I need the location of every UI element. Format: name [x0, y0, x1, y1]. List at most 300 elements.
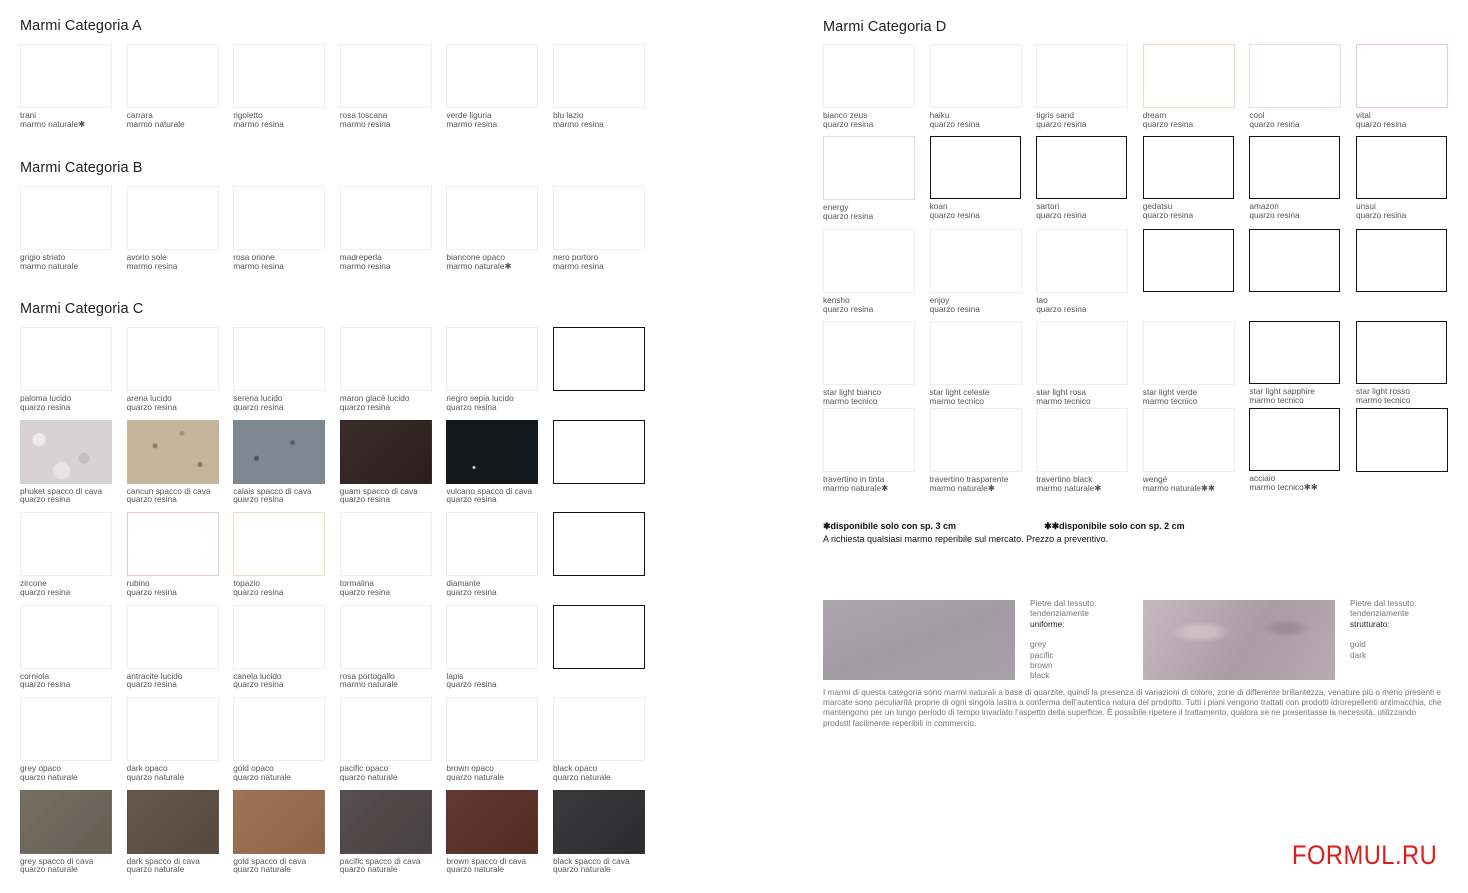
- swatch-type: quarzo resina: [929, 303, 980, 314]
- swatch-name: biancone opaco: [446, 252, 505, 262]
- swatch-vulcano-spacco-di-cava[interactable]: [446, 420, 538, 504]
- swatch-guam-spacco-di-cava[interactable]: [340, 420, 432, 504]
- uniform-line1: Pietre dal tessuto: [1030, 598, 1095, 608]
- swatch-name: gedatsu: [1142, 201, 1173, 211]
- swatch-sartori[interactable]: [1036, 136, 1128, 219]
- swatch-caption: [127, 857, 219, 874]
- swatch-type: quarzo naturale: [20, 771, 78, 782]
- swatch-star-light-rosa[interactable]: [1036, 321, 1128, 405]
- swatch-type: marmo tecnico: [1249, 394, 1304, 405]
- structured-description: [1350, 598, 1414, 660]
- swatch-name: diamante: [446, 578, 481, 588]
- swatch-caption: [127, 672, 219, 689]
- swatch-name: arena lucido: [126, 393, 172, 403]
- swatch-sample: [1143, 229, 1234, 292]
- swatch-caption: [823, 111, 915, 128]
- swatch-sample: [1249, 44, 1341, 108]
- swatch-name: tao: [1036, 295, 1048, 305]
- swatch-zircone[interactable]: [20, 512, 112, 596]
- swatch-blank-16[interactable]: [1249, 229, 1341, 292]
- swatch-name: zircone: [20, 578, 47, 588]
- swatch-type: quarzo resina: [1249, 118, 1300, 129]
- swatch-caption: [20, 253, 112, 270]
- swatch-caption: [1143, 111, 1235, 128]
- swatch-name: black spacco di cava: [553, 855, 630, 866]
- swatch-corniola[interactable]: [20, 605, 112, 689]
- swatch-type: marmo naturale: [339, 679, 398, 690]
- swatch-weng[interactable]: [1143, 408, 1235, 492]
- swatch-name: sartori: [1036, 201, 1060, 211]
- swatch-blank-29[interactable]: [1356, 408, 1448, 472]
- category-a-title: Marmi Categoria A: [20, 18, 142, 34]
- swatch-type: marmo naturale✱: [823, 482, 889, 493]
- swatch-type: marmo naturale✱: [20, 118, 86, 129]
- swatch-name: guam spacco di cava: [339, 485, 418, 496]
- swatch-caption: [340, 857, 432, 874]
- swatch-name: unsui: [1356, 201, 1376, 211]
- swatch-caption: [340, 111, 432, 128]
- swatch-sample: [446, 790, 538, 854]
- swatch-caption: [20, 672, 112, 689]
- swatch-haiku[interactable]: [930, 44, 1022, 128]
- swatch-sample: [1036, 321, 1128, 385]
- swatch-dream[interactable]: [1143, 44, 1235, 128]
- swatch-type: quarzo resina: [823, 118, 874, 129]
- swatch-caption: [340, 487, 432, 504]
- swatch-arena-lucido[interactable]: [127, 327, 219, 411]
- swatch-gedatsu[interactable]: [1143, 136, 1235, 219]
- swatch-nero-portoro[interactable]: [553, 186, 645, 270]
- swatch-type: marmo resina: [446, 118, 498, 129]
- swatch-enjoy[interactable]: [930, 229, 1022, 313]
- swatch-brown-spacco-di-cava[interactable]: [446, 790, 538, 874]
- swatch-name: vital: [1356, 110, 1371, 120]
- swatch-topazio[interactable]: [233, 512, 325, 596]
- swatch-name: rigoletto: [233, 110, 263, 120]
- swatch-caption: [446, 253, 538, 270]
- uniform-color: black: [1030, 670, 1050, 681]
- swatch-caption: [446, 487, 538, 504]
- swatch-caption: [1249, 387, 1341, 404]
- swatch-sample: [127, 697, 219, 761]
- swatch-name: star light rosa: [1036, 387, 1086, 397]
- swatch-sample: [446, 605, 538, 669]
- swatch-carrara[interactable]: [127, 44, 219, 128]
- swatch-name: cancun spacco di cava: [126, 485, 211, 496]
- structured-line1: Pietre dal tessuto: [1350, 598, 1415, 608]
- swatch-type: quarzo naturale: [233, 864, 291, 875]
- swatch-blank-15[interactable]: [1143, 229, 1235, 292]
- swatch-sample: [340, 44, 432, 108]
- swatch-sample: [340, 512, 432, 576]
- swatch-sample: [446, 512, 538, 576]
- swatch-type: quarzo resina: [929, 118, 980, 129]
- swatch-type: quarzo resina: [339, 586, 391, 597]
- swatch-type: quarzo naturale: [126, 771, 185, 782]
- swatch-cancun-spacco-di-cava[interactable]: [127, 420, 219, 504]
- swatch-sample: [340, 605, 432, 669]
- swatch-type: quarzo resina: [1249, 209, 1300, 220]
- swatch-star-light-bianco[interactable]: [823, 321, 915, 405]
- swatch-sample: [233, 420, 325, 484]
- swatch-rosa-toscana[interactable]: [340, 44, 432, 128]
- swatch-name: haiku: [929, 110, 950, 120]
- swatch-sample: [553, 512, 645, 576]
- swatch-sample: [823, 136, 915, 200]
- swatch-star-light-rosso[interactable]: [1356, 321, 1448, 404]
- swatch-unsui[interactable]: [1356, 136, 1448, 219]
- uniform-colon: :: [1062, 618, 1065, 629]
- swatch-dark-opaco[interactable]: [127, 697, 219, 781]
- swatch-caption: [446, 764, 538, 781]
- swatch-caption: [1143, 388, 1235, 405]
- swatch-sample: [1356, 44, 1448, 108]
- swatch-type: marmo naturale✱✱: [1142, 482, 1215, 493]
- swatch-travertino-in-tinta[interactable]: [823, 408, 915, 492]
- swatch-star-light-celeste[interactable]: [930, 321, 1022, 405]
- swatch-grey-spacco-di-cava[interactable]: [20, 790, 112, 874]
- swatch-sample: [20, 186, 112, 250]
- swatch-sample: [1356, 321, 1447, 384]
- swatch-sample: [1143, 321, 1235, 385]
- swatch-caption: [233, 253, 325, 270]
- note-3cm: ✱disponibile solo con sp. 3 cm: [823, 521, 957, 531]
- swatch-type: quarzo resina: [1142, 118, 1194, 129]
- swatch-phuket-spacco-di-cava[interactable]: [20, 420, 112, 504]
- swatch-name: acciaio: [1249, 473, 1276, 483]
- category-d-description: I marmi di questa categoria sono marmi naturali a base di quarzite, quindi la presenza di variazioni di colore, zone di differente brillantezza, venature più o meno presenti e marcate sono peculiarità proprie di ogni singola lastra a conferma dell’autentica natura del prodotto. Tutti i piani vengono trattati con prodotti idrorepellenti antimacchia, che mantengono per un lungo periodo di tempo invariato l’aspetto della superficie. È possibile ripetere il trattamento, qualora se ne presentasse la necessità, utilizzando prodotti facilmente reperibili in commercio.: [823, 688, 1442, 728]
- swatch-sample: [127, 327, 219, 391]
- swatch-travertino-trasparente[interactable]: [930, 408, 1022, 492]
- swatch-biancone-opaco[interactable]: [446, 186, 538, 270]
- swatch-sample: [20, 790, 112, 854]
- swatch-caption: [340, 394, 432, 411]
- swatch-type: marmo naturale: [20, 260, 79, 271]
- swatch-caption: [20, 487, 112, 504]
- swatch-sample: [1036, 136, 1127, 199]
- swatch-type: quarzo resina: [126, 401, 177, 412]
- uniform-color: brown: [1030, 660, 1053, 671]
- swatch-sample: [127, 512, 219, 576]
- swatch-blu-lazio[interactable]: [553, 44, 645, 128]
- swatch-rosa-orione[interactable]: [233, 186, 325, 270]
- swatch-sample: [823, 44, 915, 108]
- swatch-type: quarzo resina: [126, 494, 177, 505]
- swatch-name: tigris sand: [1036, 110, 1075, 120]
- brand-logo[interactable]: FORMUL.RU: [1292, 840, 1438, 870]
- swatch-blank-23[interactable]: [553, 605, 645, 669]
- swatch-name: paloma lucido: [20, 393, 72, 403]
- swatch-tigris-sand[interactable]: [1036, 44, 1128, 128]
- swatch-blank-17[interactable]: [1356, 229, 1448, 292]
- swatch-name: dream: [1142, 110, 1167, 120]
- swatch-avorio-sole[interactable]: [127, 186, 219, 270]
- swatch-sample: [1356, 136, 1447, 199]
- note-2cm: ✱✱disponibile solo con sp. 2 cm: [1044, 521, 1185, 531]
- swatch-type: marmo resina: [553, 260, 604, 271]
- swatch-grey-opaco[interactable]: [20, 697, 112, 781]
- structured-sample-swatch: [1143, 600, 1335, 680]
- swatch-sample: [233, 605, 325, 669]
- swatch-sample: [127, 44, 219, 108]
- swatch-name: star light celeste: [929, 387, 990, 397]
- swatch-sample: [127, 420, 219, 484]
- swatch-sample: [20, 697, 112, 761]
- swatch-rubino[interactable]: [127, 512, 219, 596]
- swatch-caption: [127, 111, 219, 128]
- swatch-sample: [1036, 229, 1128, 293]
- swatch-pacific-spacco-di-cava[interactable]: [340, 790, 432, 874]
- structured-kind: strutturato: [1350, 618, 1388, 629]
- swatch-name: star light bianco: [823, 387, 882, 397]
- swatch-sample: [553, 605, 645, 669]
- swatch-name: gold opaco: [233, 763, 274, 773]
- swatch-caption: [127, 764, 219, 781]
- uniform-color: pacific: [1030, 649, 1054, 660]
- swatch-type: quarzo resina: [1036, 118, 1087, 129]
- swatch-caption: [1143, 475, 1235, 492]
- swatch-name: trani: [20, 110, 37, 120]
- swatch-name: bianco zeus: [823, 110, 868, 120]
- swatch-sample: [930, 229, 1022, 293]
- swatch-name: phuket spacco di cava: [20, 485, 103, 496]
- swatch-type: quarzo naturale: [20, 864, 78, 875]
- swatch-sample: [553, 697, 645, 761]
- swatch-canela-lucido[interactable]: [233, 605, 325, 689]
- swatch-trani[interactable]: [20, 44, 112, 128]
- swatch-name: travertino black: [1036, 474, 1093, 484]
- swatch-sample: [1356, 408, 1448, 472]
- swatch-name: antracite lucido: [126, 670, 183, 681]
- swatch-caption: [823, 475, 915, 492]
- uniform-sample-swatch: [823, 600, 1015, 680]
- swatch-name: vulcano spacco di cava: [446, 485, 533, 496]
- swatch-serena-lucido[interactable]: [233, 327, 325, 411]
- swatch-name: serena lucido: [233, 393, 283, 403]
- swatch-type: marmo resina: [339, 118, 391, 129]
- swatch-tormalina[interactable]: [340, 512, 432, 596]
- swatch-rosa-portogallo[interactable]: [340, 605, 432, 689]
- swatch-caption: [1143, 202, 1235, 219]
- swatch-type: quarzo resina: [1142, 209, 1194, 220]
- swatch-brown-opaco[interactable]: [446, 697, 538, 781]
- swatch-name: grey opaco: [20, 763, 62, 773]
- swatch-name: koan: [929, 201, 948, 211]
- swatch-sample: [930, 44, 1022, 108]
- swatch-sample: [1143, 44, 1235, 108]
- swatch-name: amazon: [1249, 201, 1279, 211]
- swatch-type: quarzo naturale: [233, 771, 291, 782]
- swatch-name: dark opaco: [126, 763, 168, 773]
- swatch-pacific-opaco[interactable]: [340, 697, 432, 781]
- swatch-sample: [340, 186, 432, 250]
- swatch-caption: [20, 579, 112, 596]
- swatch-type: quarzo resina: [1036, 209, 1087, 220]
- swatch-caption: [823, 388, 915, 405]
- swatch-caption: [20, 764, 112, 781]
- swatch-type: marmo naturale✱: [1036, 482, 1102, 493]
- swatch-sample: [1036, 408, 1128, 472]
- swatch-type: marmo tecnico: [1142, 395, 1198, 406]
- swatch-calais-spacco-di-cava[interactable]: [233, 420, 325, 504]
- swatch-caption: [823, 203, 915, 220]
- swatch-caption: [930, 111, 1022, 128]
- swatch-sample: [823, 408, 915, 472]
- swatch-name: brown opaco: [446, 763, 494, 773]
- swatch-tao[interactable]: [1036, 229, 1128, 313]
- swatch-name: madreperla: [339, 252, 382, 262]
- swatch-type: marmo resina: [233, 260, 284, 271]
- swatch-dark-spacco-di-cava[interactable]: [127, 790, 219, 874]
- swatch-star-light-verde[interactable]: [1143, 321, 1235, 405]
- swatch-black-spacco-di-cava[interactable]: [553, 790, 645, 874]
- swatch-sample: [20, 327, 112, 391]
- swatch-type: quarzo resina: [823, 210, 874, 221]
- swatch-sample: [233, 697, 325, 761]
- swatch-type: marmo tecnico✱✱: [1249, 481, 1318, 492]
- swatch-type: quarzo naturale: [339, 771, 398, 782]
- swatch-name: star light verde: [1142, 387, 1198, 397]
- swatch-madreperla[interactable]: [340, 186, 432, 270]
- swatch-type: quarzo resina: [20, 401, 71, 412]
- category-b-title: Marmi Categoria B: [20, 160, 143, 176]
- swatch-name: energy: [823, 202, 849, 212]
- swatch-rigoletto[interactable]: [233, 44, 325, 128]
- swatch-type: marmo resina: [126, 260, 178, 271]
- swatch-name: maron glacè lucido: [339, 393, 410, 403]
- swatch-name: star light rosso: [1356, 386, 1410, 396]
- swatch-energy[interactable]: [823, 136, 915, 220]
- swatch-sample: [233, 327, 325, 391]
- swatch-cool[interactable]: [1249, 44, 1341, 128]
- swatch-type: quarzo resina: [339, 494, 391, 505]
- swatch-star-light-sapphire[interactable]: [1249, 321, 1341, 404]
- swatch-sample: [127, 186, 219, 250]
- swatch-maron-glac-lucido[interactable]: [340, 327, 432, 411]
- swatch-caption: [1356, 387, 1448, 404]
- swatch-name: verde liguria: [446, 110, 492, 120]
- swatch-sample: [340, 790, 432, 854]
- swatch-sample: [1143, 408, 1235, 472]
- swatch-type: quarzo resina: [233, 679, 284, 690]
- structured-color: gold: [1350, 639, 1366, 650]
- swatch-vital[interactable]: [1356, 44, 1448, 128]
- swatch-type: quarzo resina: [126, 679, 177, 690]
- swatch-negro-sepia-lucido[interactable]: [446, 327, 538, 411]
- swatch-name: topazio: [233, 578, 260, 588]
- swatch-caption: [20, 857, 112, 874]
- swatch-name: wengé: [1142, 474, 1168, 484]
- swatch-name: lapis: [446, 670, 464, 681]
- swatch-caption: [20, 111, 112, 128]
- swatch-koan[interactable]: [930, 136, 1022, 219]
- swatch-caption: [127, 253, 219, 270]
- swatch-caption: [1036, 475, 1128, 492]
- swatch-caption: [127, 394, 219, 411]
- swatch-name: avorio sole: [126, 252, 167, 262]
- swatch-type: quarzo resina: [823, 303, 874, 314]
- swatch-caption: [1036, 296, 1128, 313]
- swatch-bianco-zeus[interactable]: [823, 44, 915, 128]
- swatch-caption: [233, 857, 325, 874]
- swatch-gold-spacco-di-cava[interactable]: [233, 790, 325, 874]
- swatch-black-opaco[interactable]: [553, 697, 645, 781]
- swatch-type: quarzo resina: [233, 586, 284, 597]
- swatch-type: quarzo resina: [20, 586, 71, 597]
- swatch-name: pacific opaco: [339, 763, 389, 773]
- swatch-type: quarzo resina: [446, 401, 497, 412]
- swatch-name: rubino: [126, 578, 150, 588]
- swatch-sample: [233, 186, 325, 250]
- uniform-color: grey: [1030, 639, 1047, 650]
- swatch-name: travertino trasparente: [929, 474, 1009, 484]
- swatch-travertino-black[interactable]: [1036, 408, 1128, 492]
- swatch-name: rosa toscana: [339, 110, 388, 120]
- swatch-sample: [930, 408, 1022, 472]
- swatch-caption: [446, 857, 538, 874]
- swatch-caption: [340, 253, 432, 270]
- swatch-caption: [233, 487, 325, 504]
- swatch-name: black opaco: [553, 763, 598, 773]
- swatch-paloma-lucido[interactable]: [20, 327, 112, 411]
- swatch-type: quarzo naturale: [553, 771, 611, 782]
- swatch-caption: [446, 394, 538, 411]
- swatch-caption: [446, 579, 538, 596]
- swatch-lapis[interactable]: [446, 605, 538, 689]
- swatch-grigio-striato[interactable]: [20, 186, 112, 270]
- swatch-caption: [930, 202, 1022, 219]
- swatch-name: travertino in tinta: [823, 474, 885, 484]
- swatch-name: grey spacco di cava: [20, 855, 94, 866]
- swatch-sample: [823, 229, 915, 293]
- uniform-line2: tendenziamente: [1030, 608, 1090, 619]
- swatch-caption: [823, 296, 915, 313]
- swatch-caption: [1249, 474, 1341, 491]
- swatch-sample: [1249, 321, 1340, 384]
- swatch-name: gold spacco di cava: [233, 855, 307, 866]
- swatch-name: star light sapphire: [1249, 386, 1315, 396]
- swatch-caption: [930, 388, 1022, 405]
- swatch-blank-5[interactable]: [553, 327, 645, 391]
- swatch-acciaio[interactable]: [1249, 408, 1341, 491]
- swatch-sample: [823, 321, 915, 385]
- swatch-caption: [233, 672, 325, 689]
- swatch-blank-11[interactable]: [553, 420, 645, 484]
- swatch-name: canela lucido: [233, 670, 282, 681]
- swatch-verde-liguria[interactable]: [446, 44, 538, 128]
- swatch-blank-17[interactable]: [553, 512, 645, 576]
- swatch-caption: [1356, 111, 1448, 128]
- swatch-caption: [127, 579, 219, 596]
- swatch-amazon[interactable]: [1249, 136, 1341, 219]
- request-note: A richiesta qualsiasi marmo reperibile sul mercato. Prezzo a preventivo.: [823, 534, 1109, 544]
- swatch-type: marmo naturale✱: [929, 482, 995, 493]
- swatch-sample: [553, 327, 645, 391]
- swatch-caption: [340, 672, 432, 689]
- swatch-sample: [446, 327, 538, 391]
- swatch-antracite-lucido[interactable]: [127, 605, 219, 689]
- swatch-type: quarzo resina: [446, 679, 497, 690]
- swatch-caption: [553, 111, 645, 128]
- swatch-sample: [553, 420, 645, 484]
- swatch-type: quarzo resina: [446, 494, 497, 505]
- swatch-kensho[interactable]: [823, 229, 915, 313]
- swatch-gold-opaco[interactable]: [233, 697, 325, 781]
- swatch-sample: [20, 512, 112, 576]
- swatch-name: enjoy: [929, 295, 950, 305]
- swatch-diamante[interactable]: [446, 512, 538, 596]
- swatch-name: cool: [1249, 110, 1265, 120]
